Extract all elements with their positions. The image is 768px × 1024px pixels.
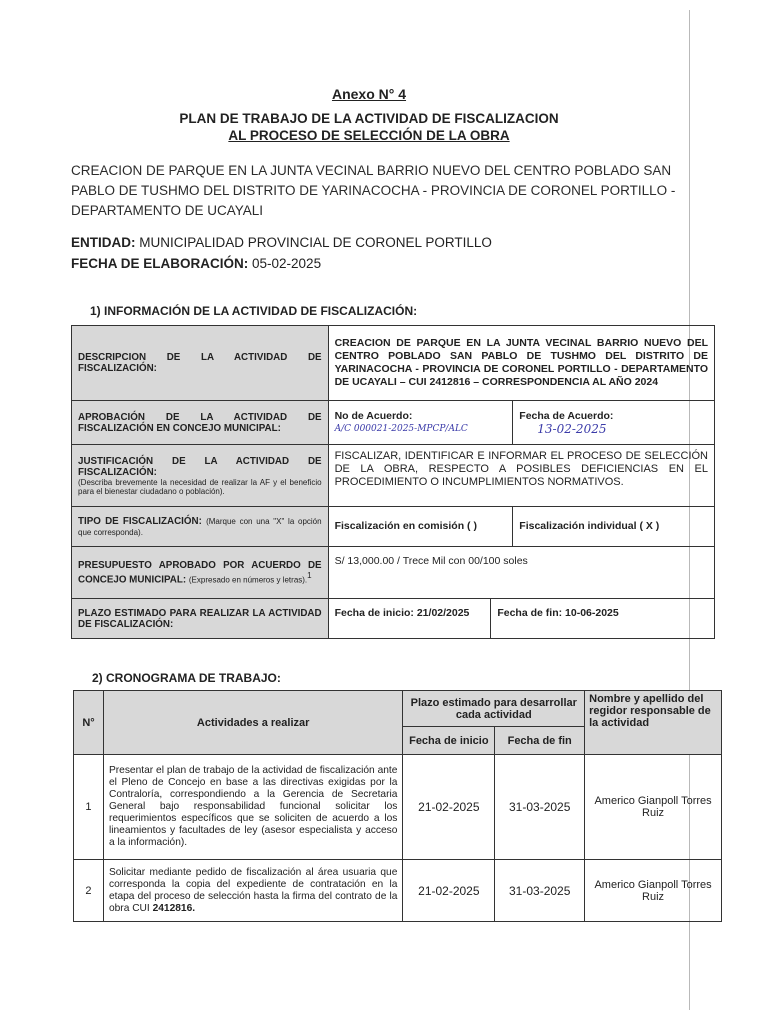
table-header-row	[74, 691, 722, 727]
justification-note: (Describa brevemente la necesidad de realizar la AF y el beneficio para el bienestar ciudadano o población).	[78, 477, 322, 496]
start-header: Fecha de inicio	[403, 727, 495, 755]
budget-label: PRESUPUESTO APROBADO POR ACUERDO DE CONCEJO MUNICIPAL:	[78, 559, 322, 586]
budget-footnote-mark: 1	[307, 570, 312, 580]
end-date: Fecha de fin: 10-06-2025	[491, 599, 715, 639]
activity-start-date: 21-02-2025	[403, 755, 495, 860]
budget-label-cell	[72, 547, 329, 599]
type-individual: Fiscalización individual ( X )	[513, 507, 715, 547]
num-header: N°	[74, 691, 104, 755]
activities-header: Actividades a realizar	[103, 691, 402, 755]
activity-start-date: 21-02-2025	[403, 860, 495, 922]
type-label: TIPO DE FISCALIZACIÓN:	[78, 515, 202, 527]
table-row	[72, 507, 715, 547]
table-row	[72, 326, 715, 401]
activity-end-date: 31-03-2025	[495, 860, 585, 922]
desc-label: DESCRIPCION DE LA ACTIVIDAD DE FISCALIZACIÓN:	[72, 326, 329, 401]
type-label-cell	[72, 507, 329, 547]
table-row	[74, 755, 722, 860]
section2-title: 2) CRONOGRAMA DE TRABAJO:	[92, 671, 281, 685]
responsible-name: Americo Gianpoll Torres Ruiz	[585, 755, 722, 860]
row-number: 1	[74, 755, 104, 860]
row-number: 2	[74, 860, 104, 922]
agreement-date-handwritten: 13-02-2025	[537, 421, 607, 436]
justification-label: JUSTIFICACIÓN DE LA ACTIVIDAD DE FISCALIZACIÓN:	[78, 455, 322, 478]
table-row	[72, 445, 715, 507]
start-date: Fecha de inicio: 21/02/2025	[328, 599, 491, 639]
budget-value: S/ 13,000.00 / Trece Mil con 00/100 soles	[328, 547, 714, 599]
elaboration-date-label: FECHA DE ELABORACIÓN:	[71, 256, 249, 271]
fiscalization-info-table	[71, 325, 715, 639]
schedule-table	[73, 690, 722, 922]
term-header: Plazo estimado para desarrollar cada actividad	[403, 691, 585, 727]
responsible-header: Nombre y apellido del regidor responsable de la actividad	[585, 691, 722, 755]
elaboration-date-value: 05-02-2025	[252, 256, 322, 271]
table-row	[72, 547, 715, 599]
type-note: (Marque con una "X" la opción que corresponda).	[78, 516, 322, 537]
term-label: PLAZO ESTIMADO PARA REALIZAR LA ACTIVIDAD DE FISCALIZACIÓN:	[72, 599, 329, 639]
table-row	[74, 860, 722, 922]
end-header: Fecha de fin	[495, 727, 585, 755]
entity-value: MUNICIPALIDAD PROVINCIAL DE CORONEL PORTILLO	[139, 235, 492, 250]
section1-title: 1) INFORMACIÓN DE LA ACTIVIDAD DE FISCALIZACIÓN:	[90, 304, 418, 318]
justification-value: FISCALIZAR, IDENTIFICAR E INFORMAR EL PROCESO DE SELECCIÓN DE LA OBRA, RESPECTO A POSIBLES DEFICIENCIAS EN EL PROCEDIMIENTO O INCUMPLIMIENTOS NORMATIVOS.	[328, 445, 714, 507]
budget-note: (Expresado en números y letras).	[188, 575, 308, 585]
activity-cui: 2412816.	[152, 902, 196, 914]
type-commission: Fiscalización en comisión ( )	[328, 507, 513, 547]
agreement-no-label: No de Acuerdo:	[334, 409, 413, 422]
annex-title: Anexo N° 4	[331, 86, 407, 102]
activity-text: Presentar el plan de trabajo de la actividad de fiscalización ante el Pleno de Concejo en base a las directivas exigidas por la Contraloría, correspondiendo a la Gerencia de Secretaria General bajo responsabilidad funcional solicitar los requerimientos específicos que se soliciten de acuerdo a los lineamientos y facultades de ley (asesor especialista y acceso a la información).	[103, 755, 402, 860]
desc-value: CREACION DE PARQUE EN LA JUNTA VECINAL BARRIO NUEVO DEL CENTRO POBLADO SAN PABLO DE TUSHMO DEL DISTRITO DE YARINACOCHA - PROVINCIA DE CORONEL PORTILLO - DEPARTAMENTO DE UCAYALI – CUI 2412816 – CORRESPONDENCIA AL AÑO 2024	[328, 326, 714, 401]
agreement-date-cell	[513, 401, 715, 445]
approval-label: APROBACIÓN DE LA ACTIVIDAD DE FISCALIZACIÓN EN CONCEJO MUNICIPAL:	[72, 401, 329, 445]
document-title-line2: AL PROCESO DE SELECCIÓN DE LA OBRA	[228, 128, 510, 143]
document-title-line1: PLAN DE TRABAJO DE LA ACTIVIDAD DE FISCALIZACION	[179, 111, 559, 126]
table-row	[72, 401, 715, 445]
responsible-name: Americo Gianpoll Torres Ruiz	[585, 860, 722, 922]
entity-line	[71, 235, 492, 250]
agreement-no-handwritten: A/C 000021-2025-MPCP/ALC	[334, 423, 468, 434]
activity-text-cell	[103, 860, 402, 922]
activity-end-date: 31-03-2025	[495, 755, 585, 860]
table-row	[72, 599, 715, 639]
justification-label-cell	[72, 445, 329, 507]
activity-text: Solicitar mediante pedido de fiscalización al área usuaria que corresponda la copia del expediente de contratación en la etapa del proceso de selección hasta la firma del contrato de la obra CUI	[108, 866, 398, 914]
agreement-date-label: Fecha de Acuerdo:	[519, 409, 614, 422]
entity-label: ENTIDAD:	[71, 235, 136, 250]
project-name: CREACION DE PARQUE EN LA JUNTA VECINAL BARRIO NUEVO DEL CENTRO POBLADO SAN PABLO DE TUSHMO DEL DISTRITO DE YARINACOCHA - PROVINCIA DE CORONEL PORTILLO - DEPARTAMENTO DE UCAYALI	[71, 163, 676, 218]
agreement-no-cell	[328, 401, 513, 445]
elaboration-date-line	[71, 256, 321, 271]
